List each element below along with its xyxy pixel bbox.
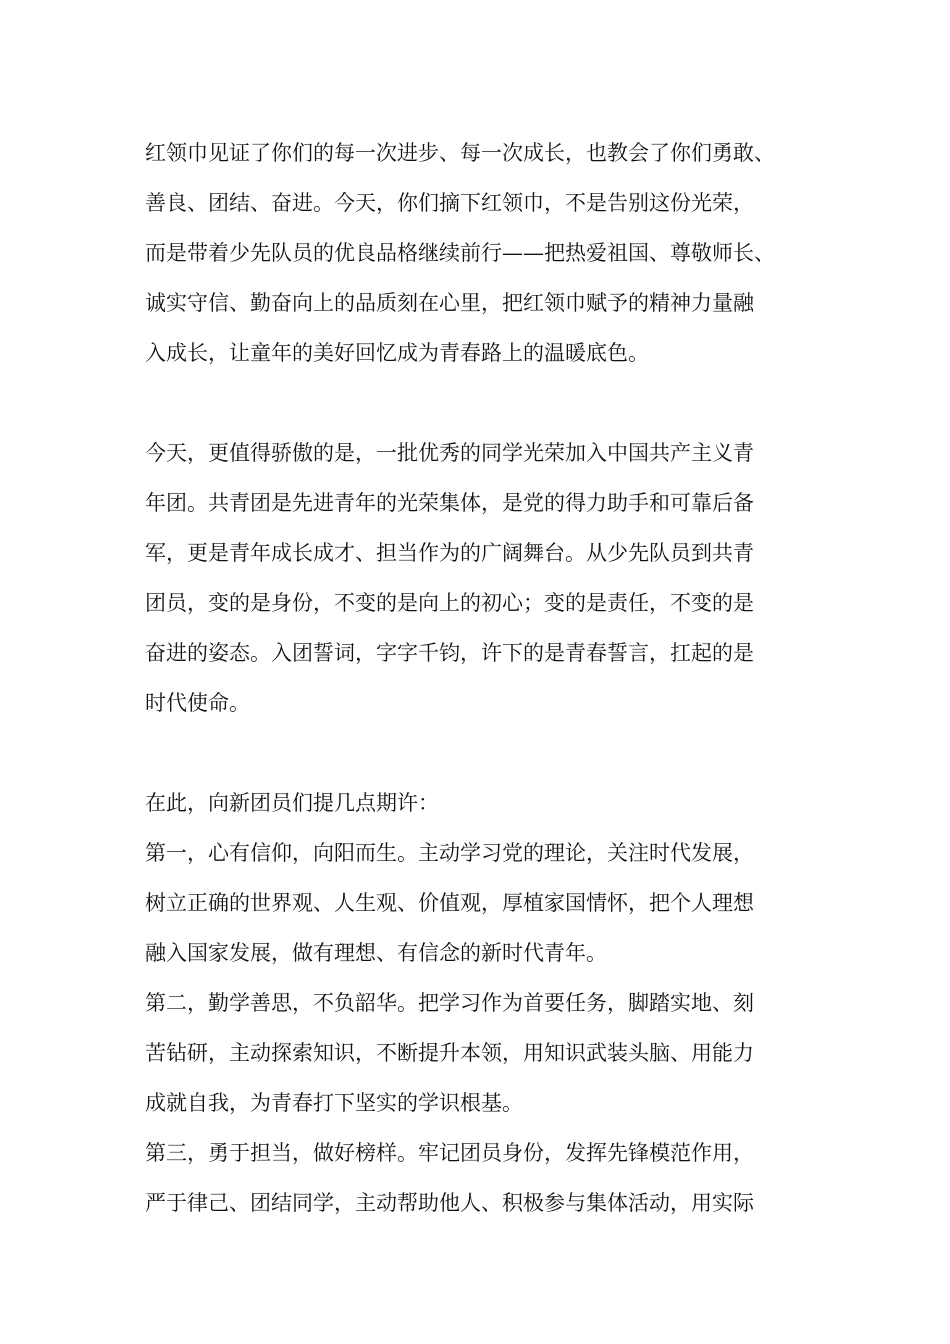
text-line: 诚实守信、勤奋向上的品质刻在心里，把红领巾赋予的精神力量融 <box>145 291 754 315</box>
text-line: 入成长，让童年的美好回忆成为青春路上的温暖底色。 <box>145 341 649 365</box>
text-line: 善良、团结、奋进。今天，你们摘下红领巾，不是告别这份光荣， <box>145 191 754 215</box>
text-line: 奋进的姿态。入团誓词，字字千钧，许下的是青春誓言，扛起的是 <box>145 641 754 665</box>
text-line: 第一，心有信仰，向阳而生。主动学习党的理论，关注时代发展， <box>145 841 754 865</box>
paragraph-youth-league <box>145 428 835 728</box>
text-line: 而是带着少先队员的优良品格继续前行——把热爱祖国、尊敬师长、 <box>145 241 775 265</box>
text-line: 第二，勤学善思，不负韶华。把学习作为首要任务，脚踏实地、刻 <box>145 991 754 1015</box>
paragraph-red-scarf <box>145 128 835 378</box>
text-line: 团员，变的是身份，不变的是向上的初心；变的是责任，不变的是 <box>145 591 754 615</box>
text-line: 红领巾见证了你们的每一次进步、每一次成长，也教会了你们勇敢、 <box>145 141 775 165</box>
text-line: 军，更是青年成长成才、担当作为的广阔舞台。从少先队员到共青 <box>145 541 754 565</box>
text-line: 严于律己、团结同学，主动帮助他人、积极参与集体活动，用实际 <box>145 1191 754 1215</box>
text-line: 时代使命。 <box>145 691 250 715</box>
paragraph-spacer <box>145 728 835 778</box>
text-line: 成就自我，为青春打下坚实的学识根基。 <box>145 1091 523 1115</box>
text-line: 第三，勇于担当，做好榜样。牢记团员身份，发挥先锋模范作用， <box>145 1141 754 1165</box>
text-line: 在此，向新团员们提几点期许： <box>145 791 439 815</box>
text-line: 今天，更值得骄傲的是，一批优秀的同学光荣加入中国共产主义青 <box>145 441 754 465</box>
paragraph-spacer <box>145 378 835 428</box>
document-body <box>145 128 835 1228</box>
text-line: 融入国家发展，做有理想、有信念的新时代青年。 <box>145 941 607 965</box>
text-line: 树立正确的世界观、人生观、价值观，厚植家国情怀，把个人理想 <box>145 891 754 915</box>
text-line: 年团。共青团是先进青年的光荣集体，是党的得力助手和可靠后备 <box>145 491 754 515</box>
paragraph-expectations <box>145 778 835 1228</box>
text-line: 苦钻研，主动探索知识，不断提升本领，用知识武装头脑、用能力 <box>145 1041 754 1065</box>
